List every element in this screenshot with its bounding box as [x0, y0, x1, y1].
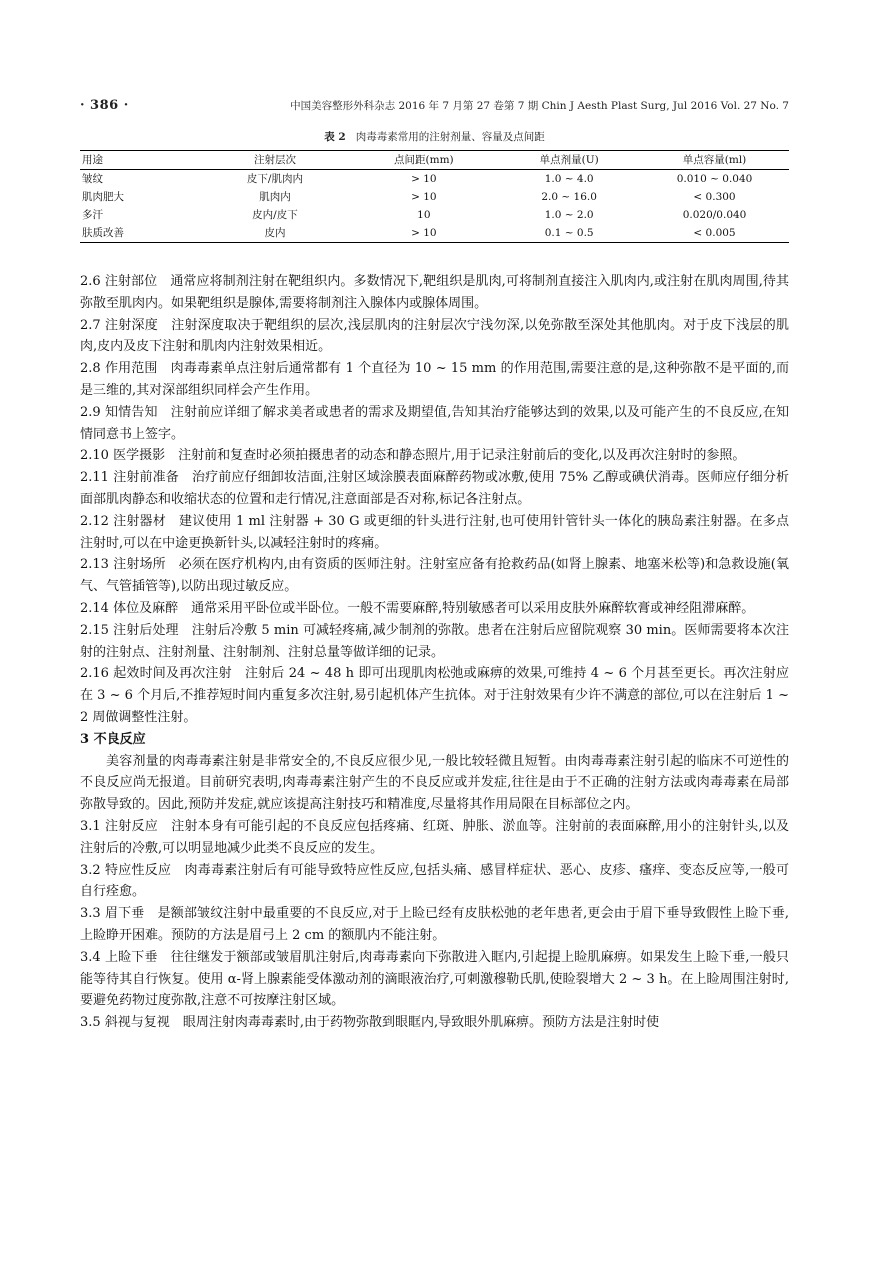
table-cell: 0.020/0.040	[682, 209, 747, 221]
table-cell: 1.0 ~ 4.0	[544, 173, 594, 185]
table-cell: 1.0 ~ 2.0	[544, 209, 594, 221]
paragraph-text: 治疗前应仔细卸妆洁面,注射区域涂膜表面麻醉药物或冰敷,使用 75% 乙醇或碘伏消毒。医师应仔细分析面部肌肉静态和收缩状态的位置和走行情况,注意面部是否对称,标记各注射点。	[80, 470, 789, 507]
subsection-heading: 2.7 注射深度	[80, 317, 159, 333]
table-cell: > 10	[411, 173, 437, 185]
subsection-heading: 3.4 上睑下垂	[80, 949, 158, 965]
paragraph-text: 通常应将制剂注射在靶组织内。多数情况下,靶组织是肌肉,可将制剂直接注入肌肉内,或注射在肌肉周围,待其弥散至肌肉内。如果靶组织是腺体,需要将制剂注入腺体内或腺体周围。	[80, 274, 789, 311]
paragraph-text: 注射前应详细了解求美者或患者的需求及期望值,告知其治疗能够达到的效果,以及可能产生的不良反应,在知情同意书上签字。	[80, 404, 789, 442]
paragraph	[80, 402, 789, 446]
table-cell: 10	[417, 209, 431, 221]
subsection-heading: 2.8 作用范围	[80, 361, 158, 377]
paragraph-text: 是额部皱纹注射中最重要的不良反应,对于上睑已经有皮肤松弛的老年患者,更会由于眉下垂导致假性上睑下垂,上睑睁开困难。预防的方法是眉弓上 2 cm 的额肌内不能注射。	[80, 906, 789, 943]
paragraph	[80, 598, 789, 620]
table-cell: 皮下/肌肉内	[246, 173, 303, 185]
table-header-cell: 单点剂量(U)	[539, 154, 599, 166]
paragraph	[80, 816, 789, 860]
table-cell: 肌肉内	[259, 191, 291, 203]
table-cell: 肌肉肥大	[82, 191, 124, 203]
paragraph-text: 通常采用平卧位或半卧位。一般不需要麻醉,特别敏感者可以采用皮肤外麻醉软膏或神经阻滞麻醉。	[191, 600, 755, 616]
table-cell: 2.0 ~ 16.0	[541, 191, 597, 203]
table-cell: > 10	[411, 227, 437, 239]
paragraph-text: 往往继发于额部或皱眉肌注射后,肉毒毒素向下弥散进入眶内,引起提上睑肌麻痹。如果发生上睑下垂,一般只能等待其自行恢复。使用 α-肾上腺素能受体激动剂的滴眼液治疗,可刺激穆勒氏肌,使睑裂增大 2 ~ 3 h。在上睑周围注射时,要避免药物过度弥散,注意不可按摩注射区域。	[80, 949, 789, 1009]
table-cell: 肤质改善	[82, 227, 124, 239]
paragraph	[80, 947, 789, 1012]
paragraph	[80, 1012, 789, 1034]
table-title: 肉毒毒素常用的注射剂量、容量及点间距	[355, 131, 545, 143]
table-cell: 0.010 ~ 0.040	[676, 173, 753, 185]
table-header-cell: 单点容量(ml)	[682, 154, 747, 166]
subsection-heading: 2.12 注射器材	[80, 513, 166, 529]
table-row	[80, 170, 789, 189]
paragraph-text: 必须在医疗机构内,由有资质的医师注射。注射室应备有抢救药品(如肾上腺素、地塞米松等)和急救设施(氧气、气管插管等),以防出现过敏反应。	[80, 557, 789, 595]
table-cell: > 10	[411, 191, 437, 203]
page-number: · 386 ·	[80, 98, 129, 113]
paragraph	[80, 620, 789, 664]
subsection-heading: 2.9 知情告知	[80, 404, 158, 420]
paragraph-text: 注射前和复查时必须拍摄患者的动态和静态照片,用于记录注射前后的变化,以及再次注射时的参照。	[178, 448, 746, 464]
paragraph	[80, 445, 789, 467]
table-cell: 皮内	[264, 227, 286, 239]
table-cell: 0.1 ~ 0.5	[544, 227, 594, 239]
subsection-heading: 2.16 起效时间及再次注射	[80, 666, 232, 682]
table-row	[80, 224, 789, 243]
paragraph-text: 注射后 24 ~ 48 h 即可出现肌肉松弛或麻痹的效果,可维持 4 ~ 6 个月甚至更长。再次注射应在 3 ~ 6 个月后,不推荐短时间内重复多次注射,易引起机体产生抗体。对于注射效果有少许不满意的部位,可以在注射后 1 ~ 2 周做调整性注射。	[80, 666, 790, 725]
paragraph-text: 注射后冷敷 5 min 可减轻疼痛,减少制剂的弥散。患者在注射后应留院观察 30 min。医师需要将本次注射的注射点、注射剂量、注射制剂、注射总量等做详细的记录。	[80, 622, 790, 660]
table-cell: < 0.005	[693, 227, 736, 239]
paragraph	[80, 903, 789, 947]
subsection-heading: 2.10 医学摄影	[80, 448, 166, 464]
paragraph-text: 建议使用 1 ml 注射器 + 30 G 或更细的针头进行注射,也可使用针管针头一体化的胰岛素注射器。在多点注射时,可以在中途更换新针头,以减轻注射时的疼痛。	[80, 513, 789, 551]
section-heading: 3 不良反应	[80, 731, 146, 747]
paragraph-text: 眼周注射肉毒毒素时,由于药物弥散到眼眶内,导致眼外肌麻痹。预防方法是注射时使	[182, 1015, 660, 1031]
section-intro: 美容剂量的肉毒毒素注射是非常安全的,不良反应很少见,一般比较轻微且短暂。由肉毒毒素注射引起的临床不可逆性的不良反应尚无报道。目前研究表明,肉毒毒素注射产生的不良反应或并发症,往往是由于不正确的注射方法或肉毒毒素在局部弥散导致的。因此,预防并发症,就应该提高注射技巧和精准度,尽量将其作用局限在目标部位之内。	[80, 753, 789, 813]
paragraph	[80, 554, 789, 598]
subsection-heading: 2.6 注射部位	[80, 274, 158, 289]
table-row	[80, 188, 789, 206]
subsection-heading: 2.15 注射后处理	[80, 622, 179, 638]
article-body	[80, 271, 789, 1034]
paragraph-text: 注射本身有可能引起的不良反应包括疼痛、红斑、肿胀、淤血等。注射前的表面麻醉,用小的注射针头,以及注射后的冷敷,可以明显地减少此类不良反应的发生。	[80, 818, 789, 856]
subsection-heading: 3.1 注射反应	[80, 818, 159, 834]
running-head	[80, 98, 789, 113]
subsection-heading: 2.11 注射前准备	[80, 470, 179, 486]
paragraph-text: 肉毒毒素注射后有可能导致特应性反应,包括头痛、感冒样症状、恶心、皮疹、瘙痒、变态反应等,一般可自行痊愈。	[80, 862, 790, 900]
table-cell: < 0.300	[693, 191, 736, 203]
paragraph	[80, 467, 789, 511]
table-header-cell: 用途	[82, 154, 103, 166]
paragraph	[80, 315, 789, 359]
dose-table	[80, 150, 789, 243]
table-cell: 皮内/皮下	[252, 209, 298, 221]
paragraph-text: 注射深度取决于靶组织的层次,浅层肌肉的注射层次宁浅勿深,以免弥散至深处其他肌肉。对于皮下浅层的肌肉,皮内及皮下注射和肌肉内注射效果相近。	[80, 317, 789, 355]
table-row	[80, 206, 789, 224]
paragraph	[80, 358, 789, 402]
paragraph	[80, 271, 789, 315]
subsection-heading: 3.5 斜视与复视	[80, 1015, 170, 1031]
table-header-cell: 点间距(mm)	[394, 154, 454, 166]
subsection-heading: 2.14 体位及麻醉	[80, 600, 179, 616]
subsection-heading: 3.3 眉下垂	[80, 906, 145, 922]
subsection-heading: 2.13 注射场所	[80, 557, 166, 573]
table-cell: 多汗	[82, 209, 103, 221]
journal-citation: 中国美容整形外科杂志 2016 年 7 月第 27 卷第 7 期 Chin J Aesth Plast Surg, Jul 2016 Vol. 27 No. 7	[290, 100, 789, 112]
paragraph	[80, 663, 789, 728]
paragraph	[80, 511, 789, 555]
table-caption	[80, 129, 789, 144]
subsection-heading: 3.2 特应性反应	[80, 862, 172, 878]
table-cell: 皱纹	[82, 173, 103, 185]
table-header-cell: 注射层次	[253, 154, 296, 166]
table-label: 表 2	[324, 131, 346, 143]
paragraph	[80, 860, 789, 904]
table-header-row	[80, 151, 789, 170]
paragraph-text: 肉毒毒素单点注射后通常都有 1 个直径为 10 ~ 15 mm 的作用范围,需要注意的是,这种弥散不是平面的,而是三维的,其对深部组织同样会产生作用。	[80, 361, 789, 398]
